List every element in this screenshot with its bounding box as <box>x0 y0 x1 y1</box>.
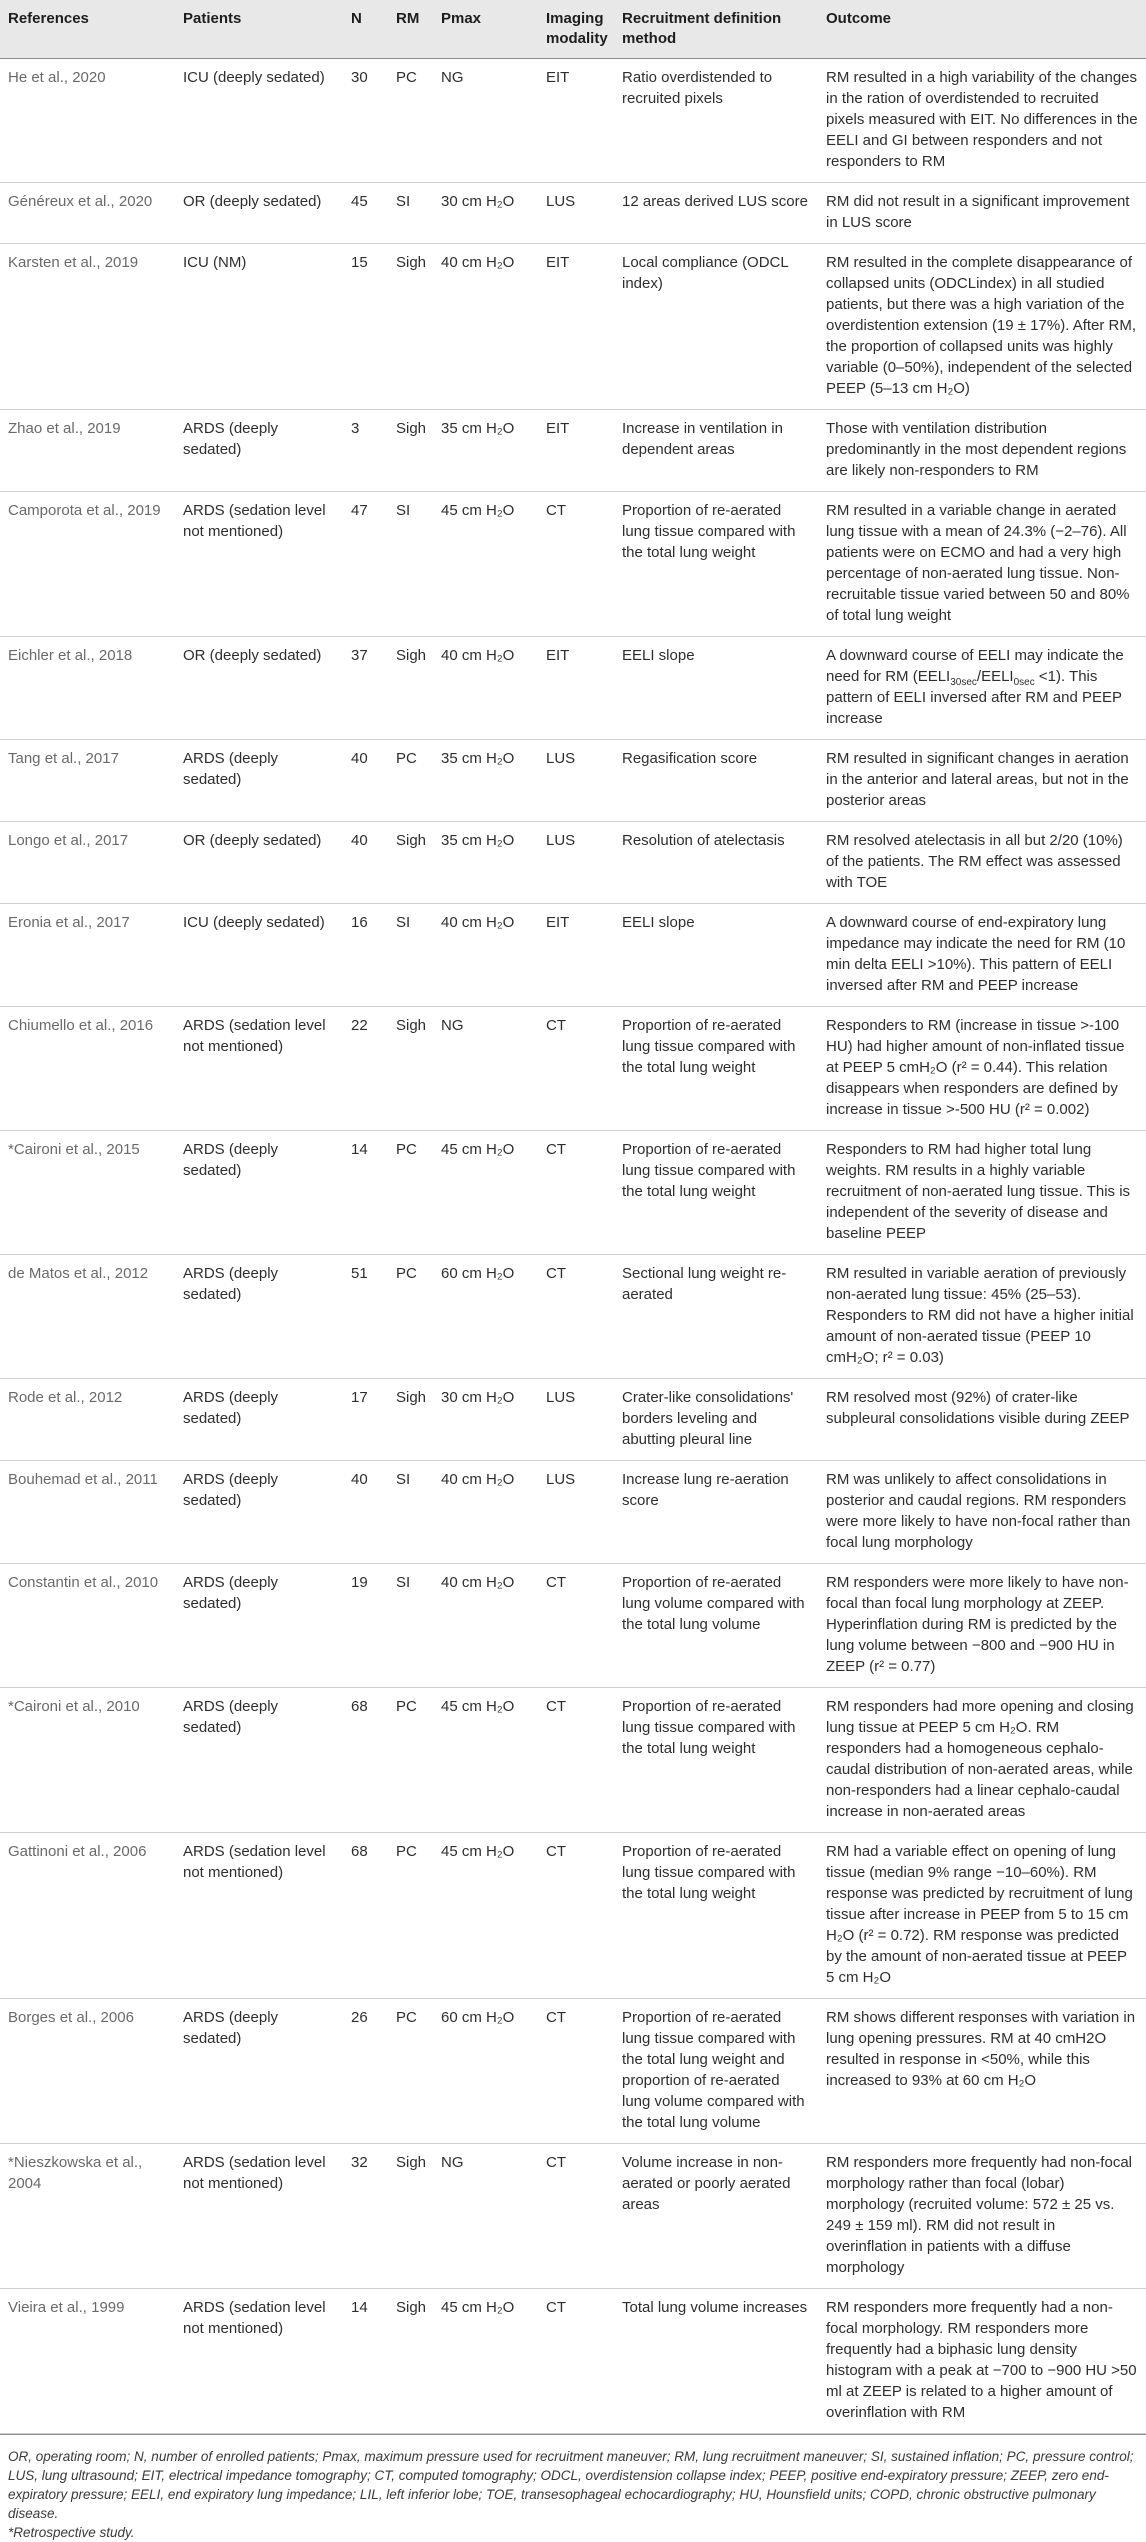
rm-cell: Sigh <box>388 822 433 904</box>
rm-cell: Sigh <box>388 2289 433 2434</box>
table-row <box>0 1564 1146 1688</box>
pmax-cell: 45 cm H₂O <box>433 492 538 637</box>
outcome-cell: RM responders had more opening and closing lung tissue at PEEP 5 cm H₂O. RM responders had a homogeneous cephalo-caudal distribution of non-aerated areas, while non-responders had a linear cephalo-caudal increase in non-aerated areas <box>818 1688 1146 1833</box>
patients-cell: ARDS (deeply sedated) <box>175 1379 343 1461</box>
n-cell: 15 <box>343 244 388 410</box>
outcome-cell: RM responders more frequently had a non-focal morphology. RM responders more frequently had a biphasic lung density histogram with a peak at −700 to −900 HU >50 ml at ZEEP is related to a higher amount of overinflation with RM <box>818 2289 1146 2434</box>
outcome-text-part: <1). This pattern of EELI inversed after RM and PEEP increase <box>826 668 1122 727</box>
outcome-cell: Responders to RM had higher total lung weights. RM results in a highly variable recruitment of non-aerated lung tissue. This is independent of the severity of disease and baseline PEEP <box>818 1131 1146 1255</box>
table-row <box>0 1131 1146 1255</box>
n-cell: 14 <box>343 1131 388 1255</box>
method-cell: EELI slope <box>614 637 818 740</box>
table-row <box>0 822 1146 904</box>
patients-cell: ARDS (deeply sedated) <box>175 1255 343 1379</box>
rm-cell: SI <box>388 492 433 637</box>
outcome-cell: RM was unlikely to affect consolidations in posterior and caudal regions. RM responders were more likely to have non-focal rather than focal lung morphology <box>818 1461 1146 1564</box>
pmax-cell: 40 cm H₂O <box>433 244 538 410</box>
pmax-cell: 45 cm H₂O <box>433 1131 538 1255</box>
method-cell: Increase in ventilation in dependent areas <box>614 410 818 492</box>
rm-cell: Sigh <box>388 2144 433 2289</box>
table-header <box>0 0 1146 59</box>
method-cell: Proportion of re-aerated lung tissue compared with the total lung weight <box>614 1131 818 1255</box>
n-cell: 40 <box>343 822 388 904</box>
method-cell: EELI slope <box>614 904 818 1007</box>
imaging-cell: EIT <box>538 410 614 492</box>
imaging-cell: EIT <box>538 637 614 740</box>
rm-cell: Sigh <box>388 1379 433 1461</box>
method-cell: Resolution of atelectasis <box>614 822 818 904</box>
n-cell: 26 <box>343 1999 388 2144</box>
patients-cell: ARDS (sedation level not mentioned) <box>175 2144 343 2289</box>
reference-cell: Eichler et al., 2018 <box>0 637 175 740</box>
pmax-cell: 60 cm H₂O <box>433 1255 538 1379</box>
method-cell: Sectional lung weight re-aerated <box>614 1255 818 1379</box>
table-row <box>0 637 1146 740</box>
pmax-cell: 40 cm H₂O <box>433 1461 538 1564</box>
reference-cell: He et al., 2020 <box>0 59 175 183</box>
outcome-cell: RM resolved most (92%) of crater-like subpleural consolidations visible during ZEEP <box>818 1379 1146 1461</box>
reference-cell: de Matos et al., 2012 <box>0 1255 175 1379</box>
imaging-cell: CT <box>538 1564 614 1688</box>
table-row <box>0 1999 1146 2144</box>
rm-cell: SI <box>388 1564 433 1688</box>
table-row <box>0 2289 1146 2434</box>
method-cell: Ratio overdistended to recruited pixels <box>614 59 818 183</box>
patients-cell: ARDS (sedation level not mentioned) <box>175 1833 343 1999</box>
imaging-cell: EIT <box>538 244 614 410</box>
pmax-cell: 40 cm H₂O <box>433 637 538 740</box>
imaging-cell: CT <box>538 1255 614 1379</box>
header-references: References <box>0 0 175 59</box>
outcome-cell: RM responders more frequently had non-focal morphology rather than focal (lobar) morphology (recruited volume: 572 ± 25 vs. 249 ± 159 ml). RM did not result in overinflation in patients with a diffuse morphology <box>818 2144 1146 2289</box>
pmax-cell: 35 cm H₂O <box>433 822 538 904</box>
patients-cell: ARDS (deeply sedated) <box>175 410 343 492</box>
header-outcome: Outcome <box>818 0 1146 59</box>
reference-cell: Vieira et al., 1999 <box>0 2289 175 2434</box>
table-body <box>0 59 1146 2434</box>
reference-cell: Gattinoni et al., 2006 <box>0 1833 175 1999</box>
imaging-cell: LUS <box>538 1379 614 1461</box>
table-row <box>0 492 1146 637</box>
reference-cell: Chiumello et al., 2016 <box>0 1007 175 1131</box>
rm-cell: Sigh <box>388 244 433 410</box>
n-cell: 68 <box>343 1688 388 1833</box>
reference-cell: *Nieszkowska et al., 2004 <box>0 2144 175 2289</box>
outcome-cell: Responders to RM (increase in tissue >-100 HU) had higher amount of non-inflated tissue at PEEP 5 cmH₂O (r² = 0.44). This relation disappears when responders are defined by increase in tissue >-500 HU (r² = 0.002) <box>818 1007 1146 1131</box>
outcome-cell: A downward course of end-expiratory lung impedance may indicate the need for RM (10 min delta EELI >10%). This pattern of EELI inversed after RM and PEEP increase <box>818 904 1146 1007</box>
reference-cell: *Caironi et al., 2010 <box>0 1688 175 1833</box>
header-row <box>0 0 1146 59</box>
n-cell: 30 <box>343 59 388 183</box>
rm-cell: PC <box>388 1833 433 1999</box>
table-row <box>0 1688 1146 1833</box>
outcome-cell: RM resulted in the complete disappearance of collapsed units (ODCLindex) in all studied patients, but there was a high variation of the overdistention extension (19 ± 17%). After RM, the proportion of collapsed units was highly variable (0–50%), independent of the selected PEEP (5–13 cm H₂O) <box>818 244 1146 410</box>
method-cell: Proportion of re-aerated lung volume compared with the total lung volume <box>614 1564 818 1688</box>
pmax-cell: 60 cm H₂O <box>433 1999 538 2144</box>
table-row <box>0 1007 1146 1131</box>
pmax-cell: 40 cm H₂O <box>433 1564 538 1688</box>
rm-cell: PC <box>388 59 433 183</box>
table-row <box>0 1255 1146 1379</box>
imaging-cell: CT <box>538 1688 614 1833</box>
patients-cell: ARDS (deeply sedated) <box>175 1688 343 1833</box>
pmax-cell: 30 cm H₂O <box>433 183 538 244</box>
reference-cell: Rode et al., 2012 <box>0 1379 175 1461</box>
n-cell: 51 <box>343 1255 388 1379</box>
table-row <box>0 244 1146 410</box>
n-cell: 17 <box>343 1379 388 1461</box>
reference-cell: Karsten et al., 2019 <box>0 244 175 410</box>
method-cell: Local compliance (ODCL index) <box>614 244 818 410</box>
patients-cell: OR (deeply sedated) <box>175 822 343 904</box>
table-row <box>0 59 1146 183</box>
table-row <box>0 183 1146 244</box>
imaging-cell: EIT <box>538 59 614 183</box>
pmax-cell: 40 cm H₂O <box>433 904 538 1007</box>
method-cell: Regasification score <box>614 740 818 822</box>
rm-cell: SI <box>388 904 433 1007</box>
rm-cell: Sigh <box>388 637 433 740</box>
outcome-cell: RM shows different responses with variation in lung opening pressures. RM at 40 cmH2O resulted in response in <50%, while this increased to 93% at 60 cm H₂O <box>818 1999 1146 2144</box>
outcome-text-part: A downward course of EELI may indicate the need for RM (EELI <box>826 647 1124 685</box>
rm-cell: Sigh <box>388 410 433 492</box>
patients-cell: ARDS (deeply sedated) <box>175 1564 343 1688</box>
n-cell: 22 <box>343 1007 388 1131</box>
header-recruitment-method: Recruitment definition method <box>614 0 818 59</box>
patients-cell: ARDS (sedation level not mentioned) <box>175 1007 343 1131</box>
patients-cell: ARDS (deeply sedated) <box>175 1461 343 1564</box>
pmax-cell: 45 cm H₂O <box>433 2289 538 2434</box>
table-row <box>0 410 1146 492</box>
reference-cell: Constantin et al., 2010 <box>0 1564 175 1688</box>
imaging-cell: LUS <box>538 740 614 822</box>
reference-cell: Camporota et al., 2019 <box>0 492 175 637</box>
reference-cell: Borges et al., 2006 <box>0 1999 175 2144</box>
pmax-cell: 35 cm H₂O <box>433 410 538 492</box>
table-row <box>0 1833 1146 1999</box>
outcome-cell <box>818 637 1146 740</box>
retrospective-footnote: *Retrospective study. <box>8 2525 135 2540</box>
patients-cell: ARDS (deeply sedated) <box>175 1999 343 2144</box>
imaging-cell: CT <box>538 492 614 637</box>
rm-cell: SI <box>388 183 433 244</box>
patients-cell: ICU (NM) <box>175 244 343 410</box>
imaging-cell: CT <box>538 1833 614 1999</box>
table-row <box>0 2144 1146 2289</box>
pmax-cell: 35 cm H₂O <box>433 740 538 822</box>
outcome-cell: RM did not result in a significant improvement in LUS score <box>818 183 1146 244</box>
header-imaging-modality: Imaging modality <box>538 0 614 59</box>
n-cell: 19 <box>343 1564 388 1688</box>
outcome-cell: RM resolved atelectasis in all but 2/20 (10%) of the patients. The RM effect was assessed with TOE <box>818 822 1146 904</box>
method-cell: Proportion of re-aerated lung tissue compared with the total lung weight <box>614 1688 818 1833</box>
method-cell: 12 areas derived LUS score <box>614 183 818 244</box>
header-rm: RM <box>388 0 433 59</box>
table-row <box>0 740 1146 822</box>
imaging-cell: CT <box>538 1131 614 1255</box>
outcome-text-part: /EELI <box>976 668 1014 685</box>
outcome-cell: RM resulted in variable aeration of previously non-aerated lung tissue: 45% (25–53). Responders to RM did not have a higher initial amount of non-aerated tissue (PEEP 10 cmH₂O; r² = 0.03) <box>818 1255 1146 1379</box>
rm-cell: SI <box>388 1461 433 1564</box>
imaging-cell: EIT <box>538 904 614 1007</box>
rm-cell: PC <box>388 1688 433 1833</box>
patients-cell: ICU (deeply sedated) <box>175 59 343 183</box>
table-footnotes <box>0 2434 1146 2542</box>
n-cell: 68 <box>343 1833 388 1999</box>
pmax-cell: 45 cm H₂O <box>433 1688 538 1833</box>
reference-cell: Tang et al., 2017 <box>0 740 175 822</box>
outcome-cell: RM resulted in a high variability of the changes in the ration of overdistended to recruited pixels measured with EIT. No differences in the EELI and GI between responders and not responders to RM <box>818 59 1146 183</box>
header-n: N <box>343 0 388 59</box>
n-cell: 47 <box>343 492 388 637</box>
reference-cell: Généreux et al., 2020 <box>0 183 175 244</box>
reference-cell: *Caironi et al., 2015 <box>0 1131 175 1255</box>
pmax-cell: NG <box>433 1007 538 1131</box>
reference-cell: Zhao et al., 2019 <box>0 410 175 492</box>
imaging-cell: LUS <box>538 822 614 904</box>
outcome-cell: RM responders were more likely to have non-focal than focal lung morphology at ZEEP. Hyperinflation during RM is predicted by the lung volume between −800 and −900 HU in ZEEP (r² = 0.77) <box>818 1564 1146 1688</box>
pmax-cell: 30 cm H₂O <box>433 1379 538 1461</box>
imaging-cell: CT <box>538 2144 614 2289</box>
method-cell: Crater-like consolidations' borders leveling and abutting pleural line <box>614 1379 818 1461</box>
imaging-cell: CT <box>538 1999 614 2144</box>
method-cell: Increase lung re-aeration score <box>614 1461 818 1564</box>
n-cell: 40 <box>343 740 388 822</box>
patients-cell: ARDS (deeply sedated) <box>175 740 343 822</box>
pmax-cell: NG <box>433 2144 538 2289</box>
patients-cell: ARDS (sedation level not mentioned) <box>175 492 343 637</box>
header-patients: Patients <box>175 0 343 59</box>
table-row <box>0 1461 1146 1564</box>
n-cell: 32 <box>343 2144 388 2289</box>
method-cell: Total lung volume increases <box>614 2289 818 2434</box>
imaging-cell: LUS <box>538 183 614 244</box>
n-cell: 16 <box>343 904 388 1007</box>
n-cell: 37 <box>343 637 388 740</box>
abbreviations-footnote: OR, operating room; N, number of enrolled patients; Pmax, maximum pressure used for recruitment maneuver; RM, lung recruitment maneuver; SI, sustained inflation; PC, pressure control; LUS, lung ultrasound; EIT, electrical impedance tomography; CT, computed tomography; ODCL, overdistension collapse index; PEEP, positive end-expiratory pressure; ZEEP, zero end-expiratory pressure; EELI, end expiratory lung impedance; LIL, left inferior lobe; TOE, transesophageal echocardiography; HU, Hounsfield units; COPD, chronic obstructive pulmonary disease. <box>8 2449 1134 2521</box>
patients-cell: OR (deeply sedated) <box>175 637 343 740</box>
method-cell: Proportion of re-aerated lung tissue compared with the total lung weight and proportion of re-aerated lung volume compared with the total lung volume <box>614 1999 818 2144</box>
n-cell: 14 <box>343 2289 388 2434</box>
outcome-cell: RM had a variable effect on opening of lung tissue (median 9% range −10–60%). RM response was predicted by recruitment of lung tissue after increase in PEEP from 5 to 15 cm H₂O (r² = 0.72). RM response was predicted by the amount of non-aerated tissue at PEEP 5 cm H₂O <box>818 1833 1146 1999</box>
table-row <box>0 1379 1146 1461</box>
reference-cell: Longo et al., 2017 <box>0 822 175 904</box>
imaging-cell: LUS <box>538 1461 614 1564</box>
header-pmax: Pmax <box>433 0 538 59</box>
method-cell: Proportion of re-aerated lung tissue compared with the total lung weight <box>614 1007 818 1131</box>
rm-cell: PC <box>388 1999 433 2144</box>
table-row <box>0 904 1146 1007</box>
rm-cell: PC <box>388 740 433 822</box>
reference-cell: Eronia et al., 2017 <box>0 904 175 1007</box>
outcome-cell: Those with ventilation distribution predominantly in the most dependent regions are likely non-responders to RM <box>818 410 1146 492</box>
outcome-text-part: 0sec <box>1013 677 1035 688</box>
method-cell: Volume increase in non-aerated or poorly aerated areas <box>614 2144 818 2289</box>
pmax-cell: NG <box>433 59 538 183</box>
method-cell: Proportion of re-aerated lung tissue compared with the total lung weight <box>614 492 818 637</box>
patients-cell: OR (deeply sedated) <box>175 183 343 244</box>
rm-cell: Sigh <box>388 1007 433 1131</box>
rm-cell: PC <box>388 1255 433 1379</box>
imaging-cell: CT <box>538 1007 614 1131</box>
method-cell: Proportion of re-aerated lung tissue compared with the total lung weight <box>614 1833 818 1999</box>
outcome-cell: RM resulted in significant changes in aeration in the anterior and lateral areas, but not in the posterior areas <box>818 740 1146 822</box>
rm-cell: PC <box>388 1131 433 1255</box>
n-cell: 3 <box>343 410 388 492</box>
patients-cell: ARDS (deeply sedated) <box>175 1131 343 1255</box>
patients-cell: ICU (deeply sedated) <box>175 904 343 1007</box>
n-cell: 45 <box>343 183 388 244</box>
n-cell: 40 <box>343 1461 388 1564</box>
outcome-cell: RM resulted in a variable change in aerated lung tissue with a mean of 24.3% (−2–76). All patients were on ECMO and had a very high percentage of non-aerated lung tissue. Non-recruitable tissue varied between 50 and 80% of total lung weight <box>818 492 1146 637</box>
outcome-text-part: 30sec <box>950 677 977 688</box>
patients-cell: ARDS (sedation level not mentioned) <box>175 2289 343 2434</box>
reference-cell: Bouhemad et al., 2011 <box>0 1461 175 1564</box>
imaging-cell: CT <box>538 2289 614 2434</box>
pmax-cell: 45 cm H₂O <box>433 1833 538 1999</box>
